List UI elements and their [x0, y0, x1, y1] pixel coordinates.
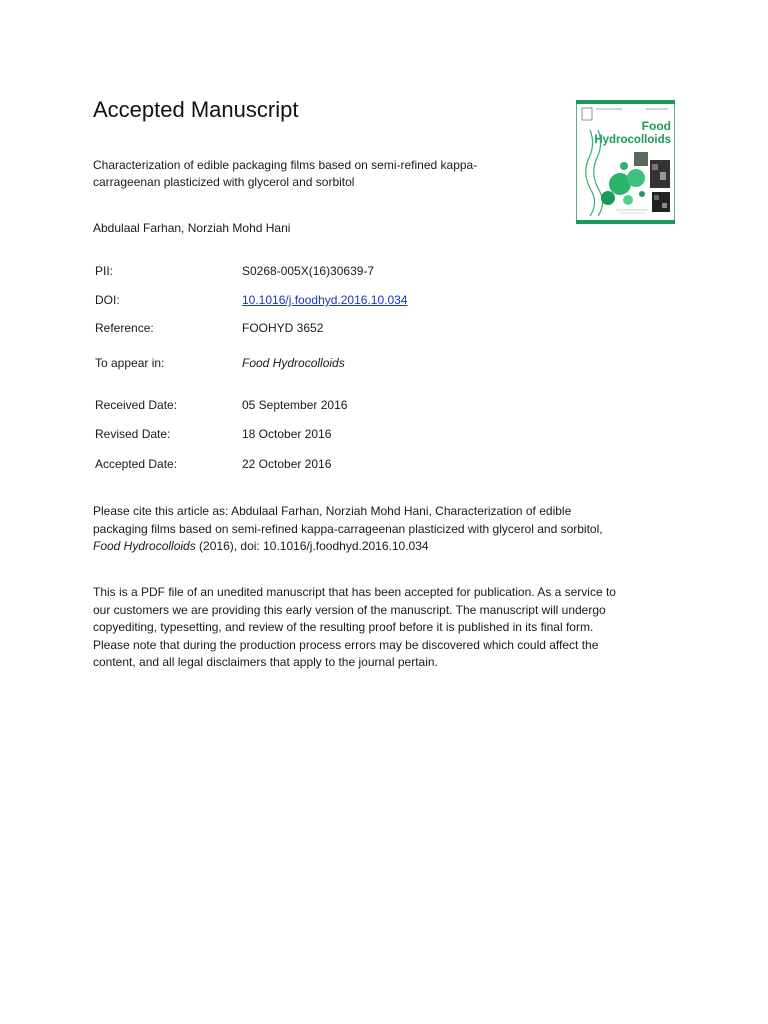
- citation-journal: Food Hydrocolloids: [93, 539, 196, 553]
- authors: Abdulaal Farhan, Norziah Mohd Hani: [93, 221, 291, 235]
- pii-value: S0268-005X(16)30639-7: [242, 264, 375, 278]
- reference-value: FOOHYD 3652: [242, 321, 324, 335]
- notice-paragraph: [93, 584, 673, 672]
- cover-journal-line1: Food: [641, 119, 671, 133]
- received-date-value: 05 September 2016: [242, 398, 348, 412]
- citation-line2: packaging films based on semi-refined kappa-carrageenan plasticized with glycerol and sorbitol,: [93, 521, 603, 536]
- article-title-line1: Characterization of edible packaging films based on semi-refined kappa-: [93, 158, 478, 172]
- page-title: Accepted Manuscript: [93, 97, 299, 122]
- doi-label: DOI:: [95, 293, 120, 307]
- cover-journal-line2: Hydrocolloids: [594, 134, 671, 146]
- notice-line1: This is a PDF file of an unedited manuscript that has been accepted for publication. As a service to: [93, 585, 616, 599]
- article-title-line2: carrageenan plasticized with glycerol and sorbitol: [93, 175, 355, 189]
- reference-label: Reference:: [95, 321, 154, 335]
- notice-line5: content, and all legal disclaimers that apply to the journal pertain.: [93, 655, 438, 669]
- accepted-date-value: 22 October 2016: [242, 457, 332, 471]
- citation-line3: (2016), doi: 10.1016/j.foodhyd.2016.10.034: [195, 539, 429, 553]
- doi-link[interactable]: 10.1016/j.foodhyd.2016.10.034: [242, 293, 408, 307]
- article-title: [93, 157, 533, 191]
- accepted-date-label: Accepted Date:: [95, 457, 178, 471]
- appear-value: Food Hydrocolloids: [242, 356, 345, 370]
- pii-label: PII:: [95, 264, 114, 278]
- revised-date-value: 18 October 2016: [242, 427, 332, 441]
- notice-line2: our customers we are providing this early version of the manuscript. The manuscript will undergo: [93, 602, 606, 617]
- notice-line4: Please note that during the production process errors may be discovered which could affect the: [93, 637, 599, 652]
- journal-cover-image: [576, 100, 675, 224]
- appear-label: To appear in:: [95, 356, 165, 370]
- notice-line3: copyediting, typesetting, and review of the resulting proof before it is published in its final form.: [93, 620, 594, 634]
- revised-date-label: Revised Date:: [95, 427, 171, 441]
- received-date-label: Received Date:: [95, 398, 178, 412]
- citation-paragraph: [93, 503, 673, 556]
- citation-line1: Please cite this article as: Abdulaal Farhan, Norziah Mohd Hani, Characterization of edible: [93, 504, 572, 518]
